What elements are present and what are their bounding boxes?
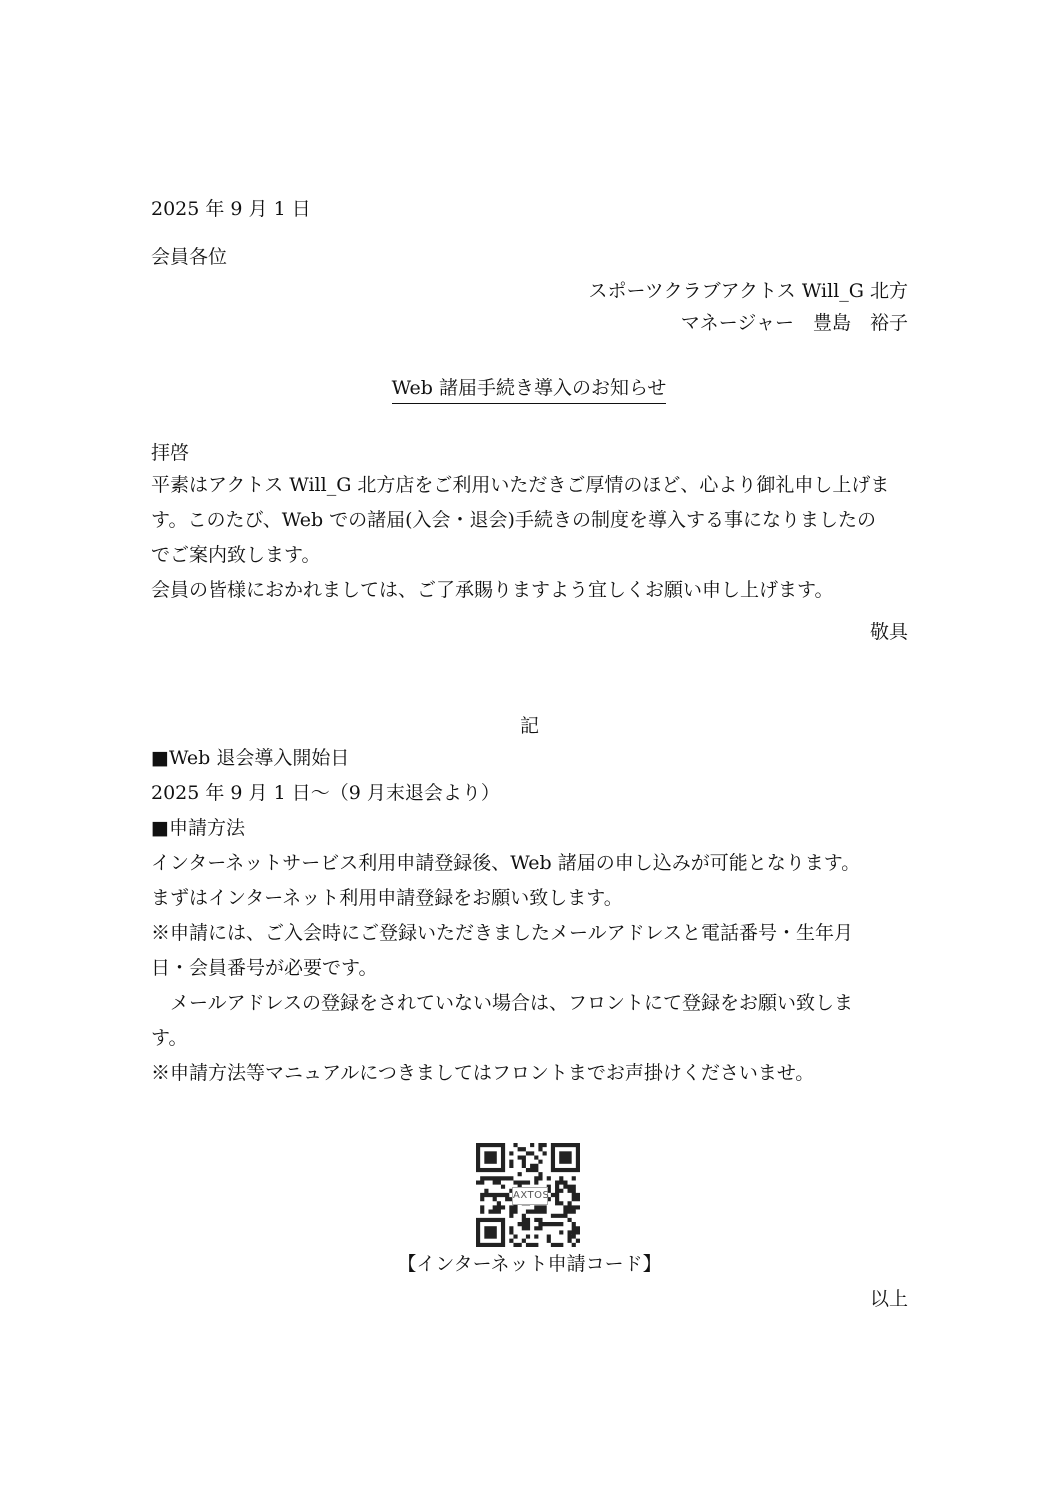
body-line: 平素はアクトス Will_G 北方店をご利用いただきご厚情のほど、心より御礼申し上げま xyxy=(151,474,890,496)
greeting-open: 拝啓 xyxy=(151,442,190,464)
greeting-close: 敬具 xyxy=(869,621,908,643)
section-heading: ■申請方法 xyxy=(151,817,245,839)
document-title: Web 諸届手続き導入のお知らせ xyxy=(392,379,667,404)
section-line: 日・会員番号が必要です。 xyxy=(151,957,378,979)
sender-organization: スポーツクラブアクトス Will_G 北方 xyxy=(588,280,908,302)
addressee: 会員各位 xyxy=(151,246,228,268)
section-line: メールアドレスの登録をされていない場合は、フロントにて登録をお願い致しま xyxy=(151,992,854,1014)
body-paragraph xyxy=(151,468,908,608)
body-line: す。このたび、Web での諸届(入会・退会)手続きの制度を導入する事になりましたの xyxy=(151,509,876,531)
qr-logo: AXTOS xyxy=(512,1187,548,1205)
section-line: まずはインターネット利用申請登録をお願い致します。 xyxy=(151,887,623,909)
section-text: 2025 年 9 月 1 日～（9 月末退会より） xyxy=(151,782,500,804)
section-line: ※申請には、ご入会時にご登録いただきましたメールアドレスと電話番号・生年月 xyxy=(151,922,854,944)
ki-mark: 記 xyxy=(519,715,539,737)
section-line: ※申請方法等マニュアルにつきましてはフロントまでお声掛けくださいませ。 xyxy=(151,1062,815,1084)
section-start-date xyxy=(151,741,908,1091)
sender-person: マネージャー 豊島 裕子 xyxy=(680,312,908,334)
body-line: 会員の皆様におかれましては、ご了承賜りますよう宜しくお願い申し上げます。 xyxy=(151,579,834,601)
section-line: す。 xyxy=(151,1027,188,1049)
section-line: インターネットサービス利用申請登録後、Web 諸届の申し込みが可能となります。 xyxy=(151,852,861,874)
closing: 以上 xyxy=(869,1288,908,1310)
section-heading: ■Web 退会導入開始日 xyxy=(151,747,350,769)
document-date: 2025 年 9 月 1 日 xyxy=(151,198,311,220)
qr-code[interactable] xyxy=(476,1143,580,1247)
qr-caption: 【インターネット申請コード】 xyxy=(397,1253,662,1275)
body-line: でご案内致します。 xyxy=(151,544,321,566)
